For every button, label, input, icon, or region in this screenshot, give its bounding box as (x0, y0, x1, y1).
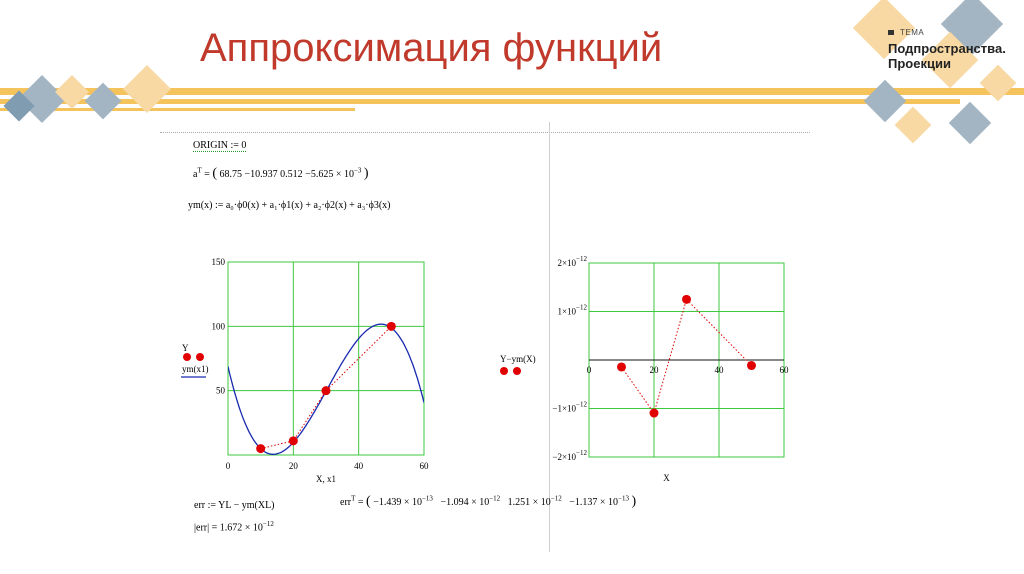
x-axis-label: X (663, 473, 670, 483)
x-tick-label: 0 (586, 365, 592, 375)
ym-definition: ym(x) := a₀·ϕ0(x) + a₁·ϕ1(x) + a₂·ϕ2(x) + a₃·ϕ3(x) (188, 200, 391, 211)
legend-marker (183, 353, 191, 361)
x-tick-label: 0 (225, 461, 231, 471)
legend-label-residual: Y−ym(X) (500, 354, 536, 364)
page-title: Аппроксимация функций (200, 26, 663, 70)
x-tick-label: 40 (714, 365, 724, 375)
topic-label: ТЕМА (900, 28, 925, 37)
x-axis-label: X, x1 (316, 474, 336, 484)
err-norm: $|err| = 1.672 \times 10^{-12}$ (194, 520, 274, 534)
topic-marker (888, 30, 894, 35)
y-tick-label: 150 (211, 257, 225, 267)
x-tick-label: 40 (354, 461, 364, 471)
y-tick-label: 100 (211, 321, 225, 332)
y-tick-label: $-1\times 10^{-12}$ (552, 400, 587, 414)
data-point (256, 444, 265, 453)
aT-values: 68.75 −10.937 0.512 −5.625 × 10 (219, 169, 354, 180)
plot-frame (228, 262, 424, 455)
legend-marker (500, 367, 508, 375)
data-point (650, 409, 659, 418)
worksheet-top-line (160, 132, 810, 133)
series-line-residual (622, 299, 752, 413)
chart-residuals (496, 250, 796, 488)
decor-diamond (949, 102, 991, 144)
legend-marker (513, 367, 521, 375)
legend-label-ym: ym(x1) (182, 364, 209, 374)
decor-diamond (864, 80, 906, 122)
data-point (617, 362, 626, 371)
x-tick-label: 60 (419, 461, 429, 471)
data-point (387, 322, 396, 331)
chart-approximation (176, 255, 438, 487)
origin-statement: ORIGIN := 0 (193, 140, 247, 151)
topic-text: Подпространства. Проекции (888, 41, 1006, 71)
x-tick-label: 20 (288, 461, 298, 471)
x-tick-label: 60 (779, 365, 789, 375)
errT-value-3: −1.137 × 10 (569, 497, 619, 508)
errT-value-2: 1.251 × 10 (507, 497, 551, 508)
data-point (322, 386, 331, 395)
y-tick-label: $2\times 10^{-12}$ (557, 255, 587, 268)
err-definition: err := YL − ym(XL) (194, 500, 275, 511)
legend-marker (196, 353, 204, 361)
errT-value-0: −1.439 × 10 (373, 497, 422, 508)
y-tick-label: $1\times 10^{-12}$ (557, 303, 587, 317)
data-point (289, 436, 298, 445)
data-point (682, 295, 691, 304)
x-tick-label: 20 (649, 365, 659, 375)
y-tick-label: 50 (216, 385, 225, 396)
data-point (747, 361, 756, 370)
errT-value-1: −1.094 × 10 (440, 497, 490, 508)
decor-diamond (123, 65, 171, 113)
errT-statement: err$^T$ = ( $-1.439 \times 10^{-13}$ $-1.094 \times 10^{-12}$ $1.251 \times 10^{-12}$ $-1.137 \times 10^{-13}$ ) (340, 494, 637, 509)
decor-diamond (895, 107, 932, 144)
legend-label-y: Y (182, 343, 189, 353)
aT-statement: $a^T$ = ( 68.75 −10.937 $0.512 -5.625 \times 10^{-3}$ ) (193, 166, 369, 181)
y-tick-label: $-2\times 10^{-12}$ (552, 449, 587, 462)
